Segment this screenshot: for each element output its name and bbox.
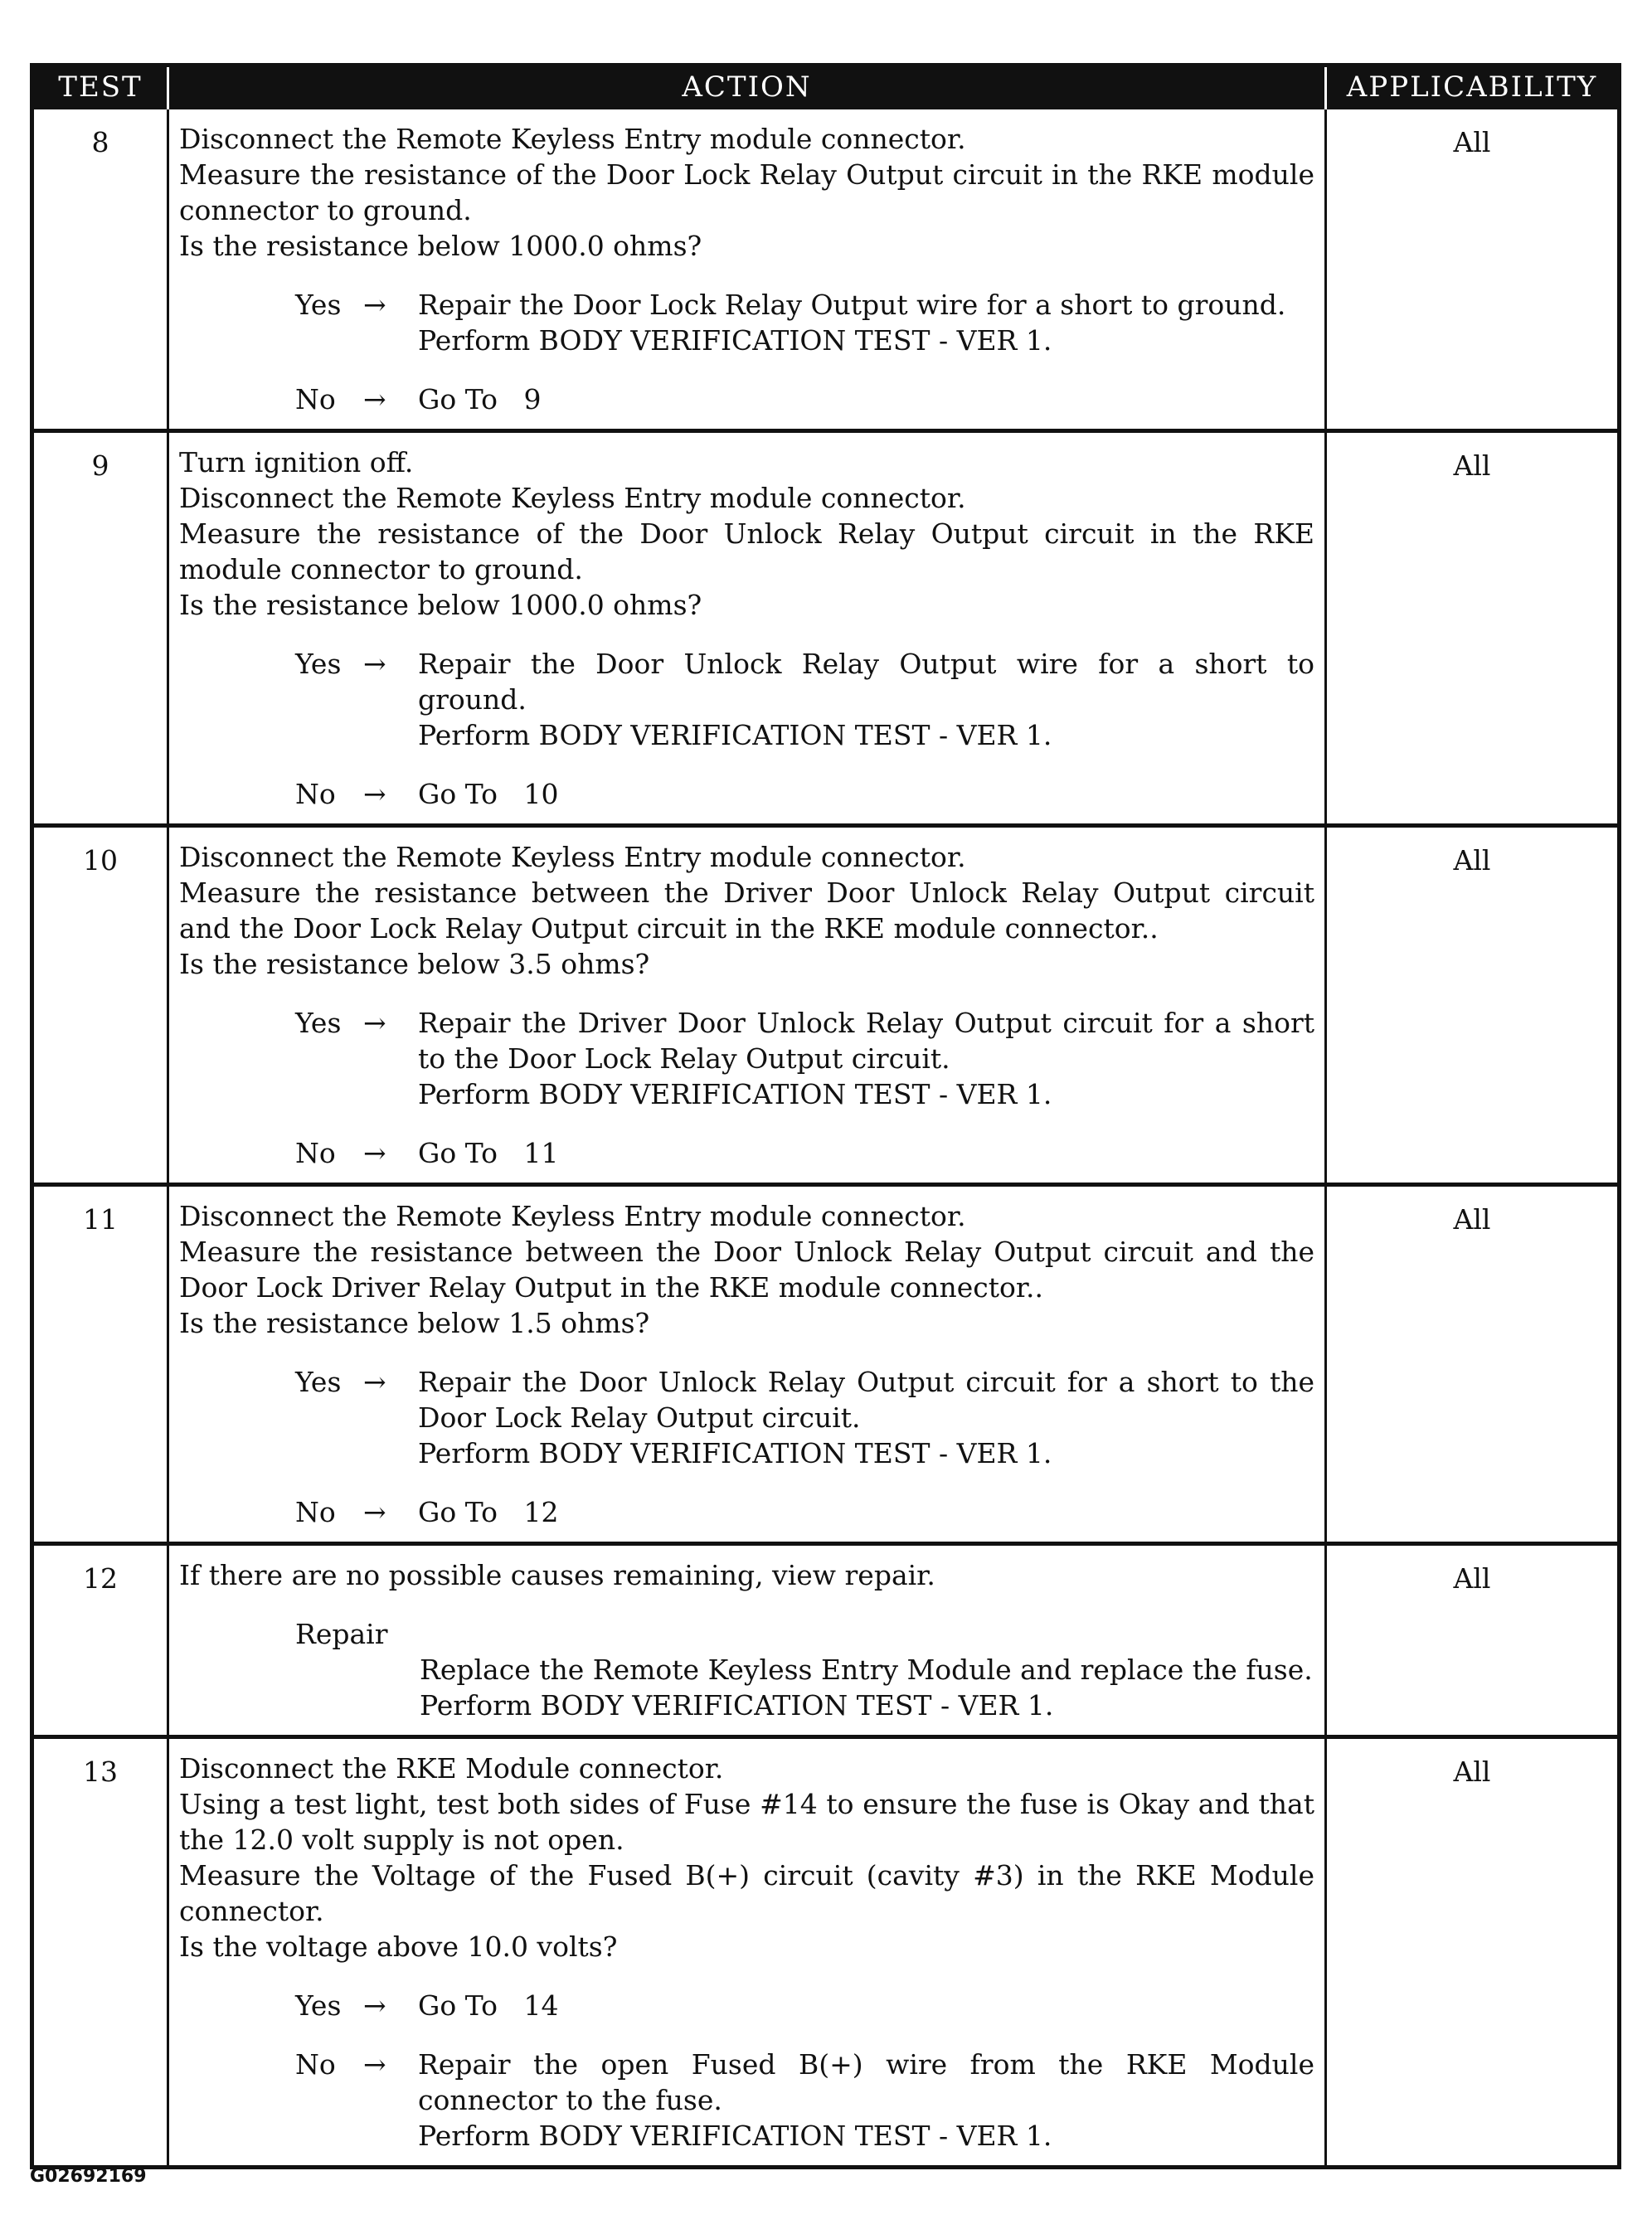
outcome-label: Yes	[295, 1989, 342, 2022]
outcome-instructions	[418, 1988, 1314, 2023]
outcome-instructions	[418, 776, 1314, 812]
diagnostic-test-table	[30, 63, 1621, 2169]
action-cell	[168, 1737, 1326, 2168]
arrow-right-icon: →	[363, 778, 386, 810]
applicability-value: All	[1326, 1737, 1620, 2168]
action-step: Is the resistance below 1000.0 ohms?	[179, 230, 702, 262]
outcome-text: Perform BODY VERIFICATION TEST - VER 1.	[418, 719, 1052, 751]
action-step: Disconnect the RKE Module connector.	[179, 1752, 724, 1785]
arrow-right-icon: →	[363, 1989, 386, 2022]
test-number: 12	[32, 1544, 168, 1737]
test-number: 10	[32, 826, 168, 1185]
outcome-text: Repair the open Fused B(+) wire from the RKE Module connector to the fuse.	[418, 2048, 1324, 2116]
outcome-label: No	[295, 2048, 336, 2081]
action-step: Is the resistance below 3.5 ohms?	[179, 948, 650, 980]
outcome-text: Go To 14	[418, 1989, 559, 2022]
applicability-value: All	[1326, 431, 1620, 826]
action-step: Measure the resistance of the Door Lock Relay Output circuit in the RKE module connector to ground.	[179, 158, 1314, 226]
action-step: Disconnect the Remote Keyless Entry module connector.	[179, 1200, 966, 1232]
outcome-text: Go To 12	[418, 1496, 559, 1528]
action-cell	[168, 431, 1326, 826]
repair-text: Replace the Remote Keyless Entry Module and replace the fuse.	[420, 1654, 1313, 1686]
action-cell	[168, 1544, 1326, 1737]
action-step: Measure the resistance between the Driver Door Unlock Relay Output circuit and the Door Lock Relay Output circuit in the RKE module connector..	[179, 877, 1314, 945]
action-cell	[168, 826, 1326, 1185]
outcome-label: Yes	[295, 648, 342, 680]
repair-instructions	[420, 1652, 1314, 1723]
test-row-10	[32, 826, 1620, 1185]
outcome-yes	[295, 1988, 1314, 2023]
test-row-12	[32, 1544, 1620, 1737]
outcome-no	[295, 1494, 1314, 1530]
diagnostic-page	[30, 63, 1617, 2169]
outcome-label: Yes	[295, 289, 342, 321]
table-header-row	[32, 66, 1620, 109]
outcome-yes	[295, 1005, 1324, 1112]
action-step: Turn ignition off.	[179, 446, 414, 478]
test-number: 13	[32, 1737, 168, 2168]
outcome-text: Repair the Door Unlock Relay Output circuit for a short to the Door Lock Relay Output circuit.	[418, 1366, 1324, 1434]
outcome-label: No	[295, 778, 336, 810]
outcome-instructions	[418, 1364, 1324, 1471]
action-step: If there are no possible causes remaining, view repair.	[179, 1559, 935, 1591]
action-step: Is the voltage above 10.0 volts?	[179, 1930, 618, 1963]
test-row-9	[32, 431, 1620, 826]
outcome-label: Yes	[295, 1007, 342, 1039]
outcome-text: Perform BODY VERIFICATION TEST - VER 1.	[418, 1437, 1052, 1469]
arrow-right-icon: →	[363, 289, 386, 321]
test-number: 11	[32, 1185, 168, 1544]
outcome-no	[295, 2047, 1324, 2154]
outcome-instructions	[418, 1005, 1324, 1112]
arrow-right-icon: →	[363, 648, 386, 680]
arrow-right-icon: →	[363, 1007, 386, 1039]
test-row-8	[32, 109, 1620, 431]
action-step: Measure the resistance of the Door Unlock Relay Output circuit in the RKE module connector to ground.	[179, 517, 1314, 585]
action-step: Measure the Voltage of the Fused B(+) circuit (cavity #3) in the RKE Module connector.	[179, 1859, 1314, 1927]
outcome-text: Go To 11	[418, 1137, 559, 1169]
outcome-instructions	[418, 1135, 1314, 1171]
action-cell	[168, 1185, 1326, 1544]
outcome-instructions	[418, 381, 1314, 417]
repair-text: Perform BODY VERIFICATION TEST - VER 1.	[420, 1689, 1054, 1722]
repair-label: Repair	[295, 1618, 388, 1650]
outcome-yes	[295, 287, 1314, 358]
arrow-right-icon: →	[363, 2048, 386, 2081]
outcome-label: No	[295, 383, 336, 415]
applicability-value: All	[1326, 109, 1620, 431]
outcome-instructions	[418, 646, 1324, 753]
action-step: Disconnect the Remote Keyless Entry module connector.	[179, 482, 966, 514]
arrow-right-icon: →	[363, 383, 386, 415]
outcome-yes	[295, 646, 1324, 753]
outcome-text: Perform BODY VERIFICATION TEST - VER 1.	[418, 324, 1052, 357]
arrow-right-icon: →	[363, 1366, 386, 1398]
test-number: 9	[32, 431, 168, 826]
applicability-value: All	[1326, 826, 1620, 1185]
outcome-no	[295, 776, 1314, 812]
outcome-yes	[295, 1364, 1324, 1471]
action-step: Measure the resistance between the Door Unlock Relay Output circuit and the Door Lock Driver Relay Output in the RKE module connector..	[179, 1236, 1314, 1304]
action-step: Disconnect the Remote Keyless Entry module connector.	[179, 841, 966, 873]
outcome-label: Yes	[295, 1366, 342, 1398]
applicability-value: All	[1326, 1185, 1620, 1544]
outcome-text: Go To 9	[418, 383, 542, 415]
figure-id: G02692169	[30, 2166, 147, 2187]
repair-block	[295, 1616, 1314, 1723]
outcome-instructions	[418, 2047, 1324, 2154]
arrow-right-icon: →	[363, 1496, 386, 1528]
header-test: TEST	[32, 66, 168, 109]
table-body	[32, 109, 1620, 2168]
action-step: Using a test light, test both sides of Fuse #14 to ensure the fuse is Okay and that the 12.0 volt supply is not open.	[179, 1788, 1314, 1856]
outcome-no	[295, 1135, 1314, 1171]
outcome-text: Go To 10	[418, 778, 559, 810]
header-applicability: APPLICABILITY	[1326, 66, 1620, 109]
outcome-instructions	[418, 1494, 1314, 1530]
test-number: 8	[32, 109, 168, 431]
outcome-text: Repair the Door Unlock Relay Output wire for a short to ground.	[418, 648, 1324, 716]
action-step: Is the resistance below 1000.0 ohms?	[179, 589, 702, 621]
test-row-13	[32, 1737, 1620, 2168]
outcome-text: Perform BODY VERIFICATION TEST - VER 1.	[418, 2120, 1052, 2152]
action-cell	[168, 109, 1326, 431]
outcome-instructions	[418, 287, 1314, 358]
arrow-right-icon: →	[363, 1137, 386, 1169]
outcome-no	[295, 381, 1314, 417]
header-action: ACTION	[168, 66, 1326, 109]
applicability-value: All	[1326, 1544, 1620, 1737]
outcome-text: Repair the Door Lock Relay Output wire for a short to ground.	[418, 289, 1286, 321]
outcome-text: Repair the Driver Door Unlock Relay Output circuit for a short to the Door Lock Relay Output circuit.	[418, 1007, 1324, 1075]
outcome-text: Perform BODY VERIFICATION TEST - VER 1.	[418, 1078, 1052, 1110]
test-row-11	[32, 1185, 1620, 1544]
outcome-label: No	[295, 1496, 336, 1528]
action-step: Is the resistance below 1.5 ohms?	[179, 1307, 650, 1339]
outcome-label: No	[295, 1137, 336, 1169]
action-step: Disconnect the Remote Keyless Entry module connector.	[179, 123, 966, 155]
